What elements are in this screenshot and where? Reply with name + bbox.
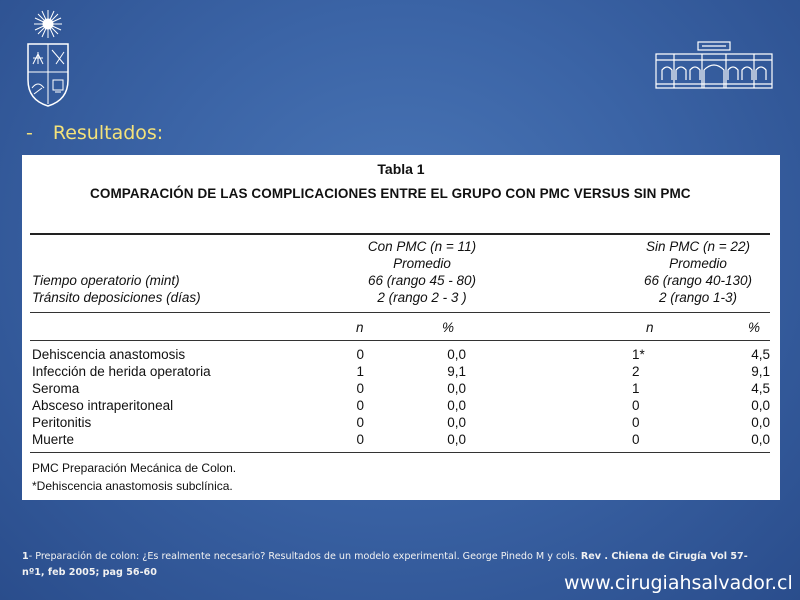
university-crest-icon [22, 8, 74, 108]
results-table [22, 155, 780, 500]
cell-n-sin: 0 [632, 432, 640, 447]
table-rule-top [30, 233, 770, 235]
cell-pct-con: 0,0 [447, 347, 466, 362]
row-label: Dehiscencia anastomosis [32, 347, 186, 362]
cell-n-con: 0 [356, 347, 364, 362]
cell-pct-con: 0,0 [447, 432, 466, 447]
group-header-con: Con PMC (n = 11) [367, 239, 477, 254]
summary-label-transito: Tránsito deposiciones (días) [32, 290, 201, 305]
table-title: Tabla 1 [377, 161, 425, 177]
transito-sin: 2 (rango 1-3) [658, 290, 738, 305]
section-title-text: Resultados: [52, 122, 164, 144]
cell-pct-sin: 0,0 [751, 398, 770, 413]
cell-pct-con: 0,0 [447, 415, 466, 430]
cell-pct-con: 9,1 [447, 364, 466, 379]
footnote-source-line2: nº1, feb 2005; pag 56-60 [22, 567, 157, 578]
row-label: Infección de herida operatoria [32, 364, 211, 379]
cell-n-sin: 0 [632, 415, 640, 430]
group-header-sin: Sin PMC (n = 22) [646, 239, 750, 254]
table-note-dehiscencia: *Dehiscencia anastomosis subclínica. [32, 479, 233, 493]
cell-n-con: 0 [356, 398, 364, 413]
tiempo-con: 66 (rango 45 - 80) [367, 273, 477, 288]
col-n-con: n [356, 320, 364, 335]
table-rule-sub [30, 340, 770, 341]
cell-n-con: 1 [356, 364, 364, 379]
section-bullet: - [26, 122, 33, 144]
tiempo-sin: 66 (rango 40-130) [643, 273, 753, 288]
table-heading: COMPARACIÓN DE LAS COMPLICACIONES ENTRE EL GRUPO CON PMC VERSUS SIN PMC [90, 186, 691, 201]
section-title [26, 122, 163, 144]
row-label: Muerte [32, 432, 75, 447]
row-label: Seroma [32, 381, 80, 396]
col-n-sin: n [646, 320, 654, 335]
cell-pct-sin: 9,1 [751, 364, 770, 379]
table-note-pmc: PMC Preparación Mecánica de Colon. [32, 461, 237, 475]
cell-n-con: 0 [356, 432, 364, 447]
table-rule-mid [30, 312, 770, 313]
table-rule-bottom [30, 452, 770, 453]
cell-n-con: 0 [356, 381, 364, 396]
footnote-text: - Preparación de colon: ¿Es realmente necesario? Resultados de un modelo experimental. George Pinedo M y cols. [28, 551, 581, 562]
summary-label-tiempo: Tiempo operatorio (mint) [32, 273, 180, 288]
cell-pct-sin: 4,5 [751, 381, 770, 396]
transito-con: 2 (rango 2 - 3 ) [377, 290, 467, 305]
cell-n-sin: 1 [632, 381, 640, 396]
group-sub-sin: Promedio [669, 256, 727, 271]
col-pct-sin: % [748, 320, 761, 335]
row-label: Peritonitis [32, 415, 92, 430]
cell-n-sin: 2 [632, 364, 640, 379]
footnote-source: Rev . Chiena de Cirugía Vol 57- [580, 551, 748, 562]
footnote-number: 1 [22, 551, 29, 562]
cell-n-con: 0 [356, 415, 364, 430]
group-sub-con: Promedio [393, 256, 451, 271]
cell-pct-sin: 0,0 [751, 415, 770, 430]
col-pct-con: % [442, 320, 455, 335]
cell-n-sin: 1* [632, 347, 645, 362]
row-label: Absceso intraperitoneal [32, 398, 174, 413]
website-url: www.cirugiahsalvador.cl [564, 572, 793, 594]
cell-pct-sin: 4,5 [751, 347, 770, 362]
cell-n-sin: 0 [632, 398, 640, 413]
cell-pct-con: 0,0 [447, 398, 466, 413]
cell-pct-con: 0,0 [447, 381, 466, 396]
hospital-building-icon [654, 40, 774, 92]
cell-pct-sin: 0,0 [751, 432, 770, 447]
